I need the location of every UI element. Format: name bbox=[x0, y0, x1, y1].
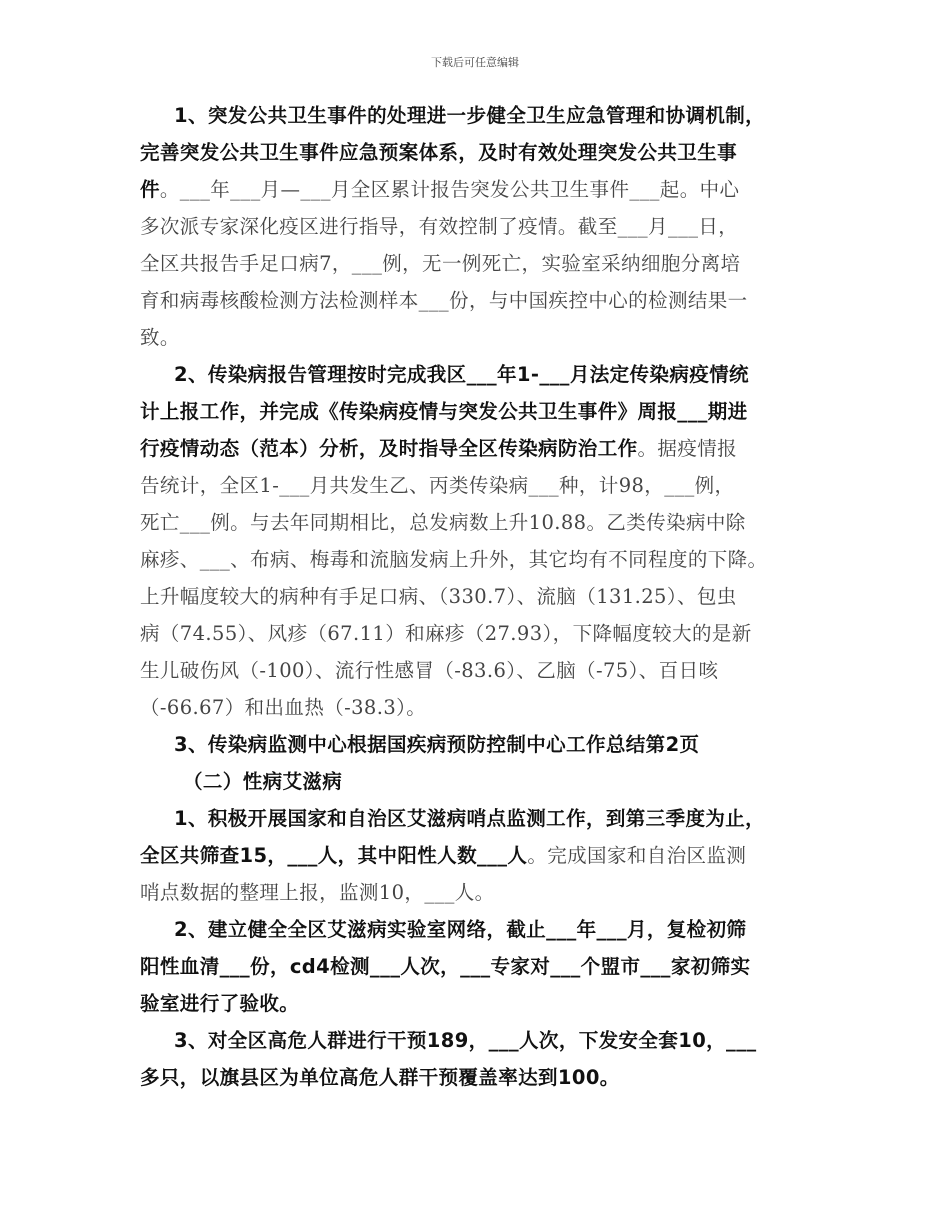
bold-text: 1、突发公共卫生事件的处理进一步健全卫生应急管理和协调机制， bbox=[174, 104, 766, 127]
text-line bbox=[174, 103, 765, 129]
text-line bbox=[140, 140, 737, 166]
normal-text: 告统计，全区1-___月共发生乙、丙类传染病___种，计98，___例， bbox=[140, 474, 735, 497]
bold-text: 3、传染病监测中心根据国疾病预防控制中心工作总结第2页 bbox=[174, 733, 700, 756]
text-line bbox=[140, 510, 746, 536]
text-line bbox=[174, 362, 749, 388]
text-line bbox=[140, 843, 746, 869]
text-line bbox=[174, 917, 746, 943]
normal-text: （-66.67）和出血热（-38.3）。 bbox=[140, 696, 427, 719]
bold-text: 3、对全区高危人群进行干预189，___人次，下发安全套10，___ bbox=[174, 1029, 757, 1052]
normal-text: 。___年___月—___月全区累计报告突发公共卫生事件___起。中心 bbox=[159, 178, 740, 201]
normal-text: 育和病毒核酸检测方法检测样本___份，与中国疾控中心的检测结果一 bbox=[140, 289, 748, 312]
text-line bbox=[140, 1065, 620, 1091]
bold-text: 验室进行了验收。 bbox=[140, 992, 300, 1015]
page-header: 下载后可任意编辑 bbox=[431, 56, 519, 69]
normal-text: 。据疫情报 bbox=[637, 437, 738, 460]
text-line bbox=[140, 991, 299, 1017]
normal-text: 多次派专家深化疫区进行指导，有效控制了疫情。截至___月___日， bbox=[140, 215, 739, 238]
bold-text: （二）性病艾滋病 bbox=[183, 770, 343, 793]
text-line bbox=[174, 806, 765, 832]
text-line bbox=[140, 325, 180, 351]
text-line bbox=[140, 658, 718, 684]
bold-text: 多只，以旗县区为单位高危人群干预覆盖率达到100。 bbox=[140, 1066, 620, 1089]
normal-text: 病（74.55）、风疹（67.11）和麻疹（27.93），下降幅度较大的是新 bbox=[140, 622, 752, 645]
text-line bbox=[140, 473, 734, 499]
normal-text: 麻疹、___、布病、梅毒和流脑发病上升外，其它均有不同程度的下降。 bbox=[140, 548, 768, 571]
bold-text: 阳性血清___份，cd4检测___人次，___专家对___个盟市___家初筛实 bbox=[140, 955, 751, 978]
text-line bbox=[140, 288, 748, 314]
text-line bbox=[140, 954, 750, 980]
text-line bbox=[140, 251, 740, 277]
text-line bbox=[140, 177, 739, 203]
text-line bbox=[140, 399, 748, 425]
text-line bbox=[174, 732, 699, 758]
bold-text: 2、传染病报告管理按时完成我区___年1-___月法定传染病疫情统 bbox=[174, 363, 749, 386]
text-line bbox=[140, 547, 767, 573]
normal-text: 哨点数据的整理上报，监测10，___人。 bbox=[140, 881, 495, 904]
bold-text: 完善突发公共卫生事件应急预案体系，及时有效处理突发公共卫生事 bbox=[140, 141, 738, 164]
normal-text: 全区共报告手足口病7，___例，无一例死亡，实验室采纳细胞分离培 bbox=[140, 252, 741, 275]
normal-text: 致。 bbox=[140, 326, 180, 349]
bold-text: 件 bbox=[140, 178, 160, 201]
text-line bbox=[140, 436, 737, 462]
normal-text: 上升幅度较大的病种有手足口病、（330.7）、流脑（131.25）、包虫 bbox=[140, 585, 737, 608]
normal-text: 。完成国家和自治区监测 bbox=[527, 844, 747, 867]
text-line bbox=[140, 214, 738, 240]
normal-text: 死亡___例。与去年同期相比，总发病数上升10.88。乙类传染病中除 bbox=[140, 511, 746, 534]
bold-text: 1、积极开展国家和自治区艾滋病哨点监测工作，到第三季度为止， bbox=[174, 807, 766, 830]
normal-text: 生儿破伤风（-100）、流行性感冒（-83.6）、乙脑（-75）、百日咳 bbox=[140, 659, 719, 682]
text-line bbox=[140, 695, 426, 721]
bold-text: 2、建立健全全区艾滋病实验室网络，截止___年___月，复检初筛 bbox=[174, 918, 747, 941]
text-line bbox=[174, 1028, 757, 1054]
bold-text: 全区共筛查15，___人，其中阳性人数___人 bbox=[140, 844, 528, 867]
bold-text: 计上报工作，并完成《传染病疫情与突发公共卫生事件》周报___期进 bbox=[140, 400, 748, 423]
text-line bbox=[140, 584, 737, 610]
bold-text: 行疫情动态（范本）分析，及时指导全区传染病防治工作 bbox=[140, 437, 638, 460]
text-line bbox=[140, 880, 495, 906]
text-line bbox=[183, 769, 342, 795]
text-line bbox=[140, 621, 752, 647]
